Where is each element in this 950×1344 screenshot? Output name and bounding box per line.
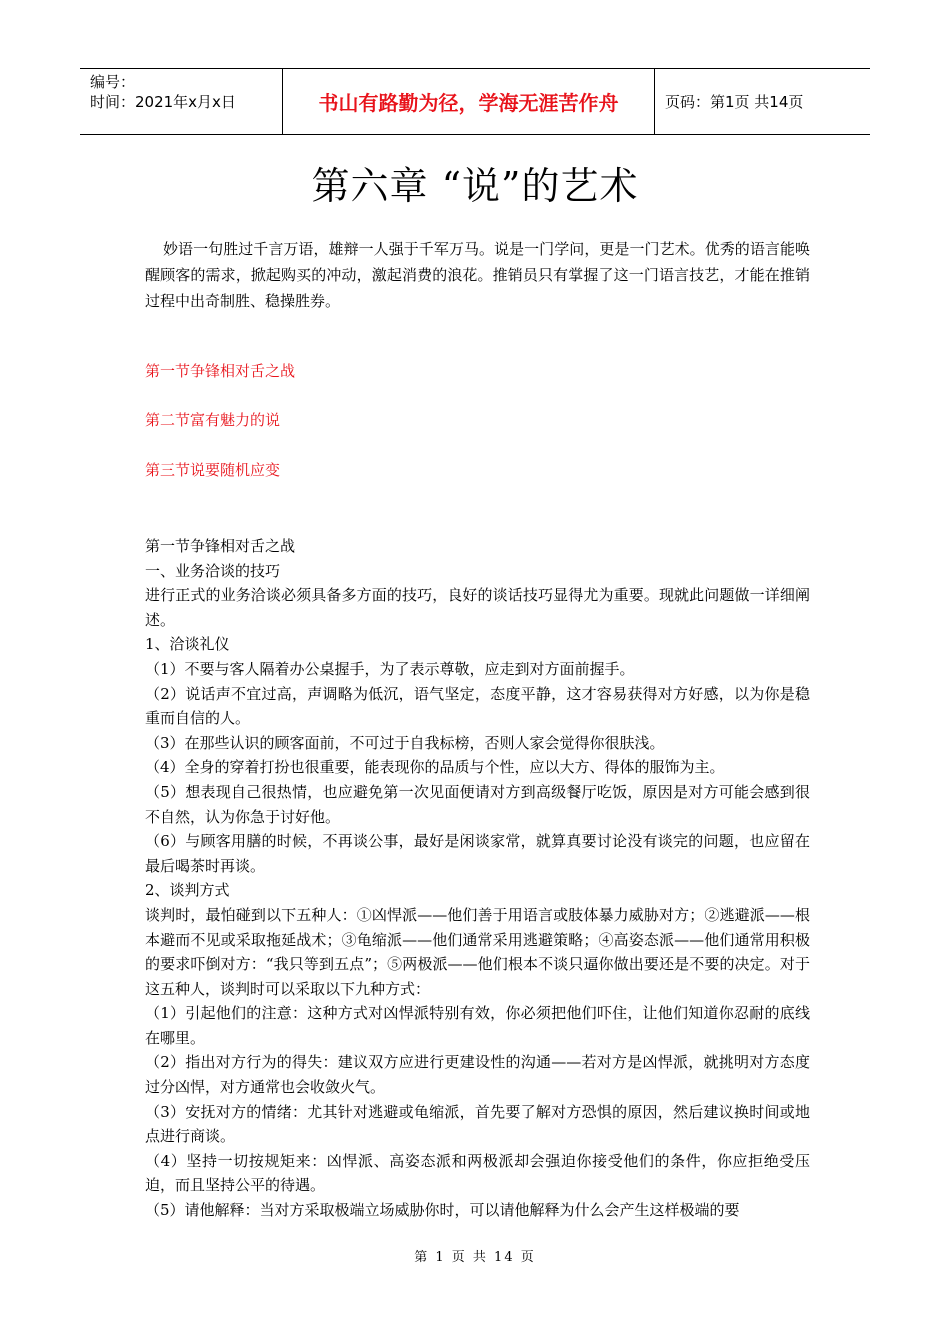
list-item: （3）在那些认识的顾客面前，不可过于自我标榜，否则人家会觉得你很肤浅。: [145, 733, 665, 752]
list-item: （5）请他解释：当对方采取极端立场威胁你时，可以请他解释为什么会产生这样极端的要: [145, 1201, 740, 1220]
body-paragraph: 谈判时，最怕碰到以下五种人：①凶悍派——他们善于用语言或肢体暴力威胁对方；②逃避派——根本避而不见或采取拖延战术；③龟缩派——他们通常采用逃避策略；④高姿态派——他们通常用积极的要求吓倒对方：“我只等到五点”；⑤两极派——他们根本不谈只逼你做出要还是不要的决定。对于这五种人，谈判时可以采取以下九种方式：: [145, 905, 810, 998]
toc-link-section-1[interactable]: 第一节争锋相对舌之战: [145, 362, 296, 380]
list-item: （5）想表现自己很热情，也应避免第一次见面便请对方到高级餐厅吃饭，原因是对方可能会感到很不自然，认为你急于讨好他。: [145, 782, 810, 826]
subsection-heading: 一、业务洽谈的技巧: [145, 561, 281, 580]
list-item: （1）引起他们的注意：这种方式对凶悍派特别有效，你必须把他们吓住，让他们知道你忍耐的底线在哪里。: [145, 1004, 810, 1047]
list-item: （2）指出对方行为的得失：建议双方应进行更建设性的沟通——若对方是凶悍派，就挑明对方态度过分凶悍，对方通常也会收敛火气。: [145, 1053, 810, 1097]
list-item: （1）不要与客人隔着办公桌握手，为了表示尊敬，应走到对方面前握手。: [145, 659, 635, 678]
document-time: 时间：2021年x月x日: [90, 93, 236, 111]
list-item: （4）坚持一切按规矩来：凶悍派、高姿态派和两极派却会强迫你接受他们的条件，你应拒绝受压迫，而且坚持公平的待遇。: [145, 1151, 810, 1195]
body-paragraph: 进行正式的业务洽谈必须具备多方面的技巧，良好的谈话技巧显得尤为重要。现就此问题做一详细阐述。: [145, 586, 810, 629]
list-item: （6）与顾客用膳的时候，不再谈公事，最好是闲谈家常，就算真要讨论没有谈完的问题，也应留在最后喝茶时再谈。: [145, 832, 810, 875]
intro-paragraph: 妙语一句胜过千言万语，雄辩一人强于千军万马。说是一门学问，更是一门艺术。优秀的语言能唤醒顾客的需求，掀起购买的冲动，激起消费的浪花。推销员只有掌握了这一门语言技艺，才能在推销过程中出奇制胜、稳操胜券。: [145, 240, 810, 310]
header-page-cell: [655, 69, 870, 134]
body-text: [145, 534, 810, 1223]
header-motto-cell: [283, 69, 655, 134]
section-heading: 第一节争锋相对舌之战: [145, 537, 296, 555]
header-page-info: 页码：第1页 共14页: [665, 93, 804, 111]
header-motto: 书山有路勤为径，学海无涯苦作舟: [318, 91, 619, 115]
list-item: （4）全身的穿着打扮也很重要，能表现你的品质与个性，应以大方、得体的服饰为主。: [145, 758, 725, 777]
header-table: [80, 68, 870, 135]
item-heading: 2、谈判方式: [145, 881, 230, 900]
item-heading: 1、洽谈礼仪: [145, 635, 230, 654]
toc-link-section-2[interactable]: 第二节富有魅力的说: [145, 411, 281, 429]
list-item: （3）安抚对方的情绪：尤其针对逃避或龟缩派，首先要了解对方恐惧的原因，然后建议换时间或地点进行商谈。: [145, 1102, 810, 1146]
chapter-title: 第六章 “说”的艺术: [311, 164, 639, 208]
document-number: 编号：: [90, 73, 136, 91]
page-footer: 第 1 页 共 14 页: [414, 1250, 536, 1265]
header-meta-cell: [80, 69, 283, 134]
list-item: （2）说话声不宜过高，声调略为低沉，语气坚定，态度平静，这才容易获得对方好感，以为你是稳重而自信的人。: [145, 684, 810, 728]
toc-link-section-3[interactable]: 第三节说要随机应变: [145, 461, 281, 479]
